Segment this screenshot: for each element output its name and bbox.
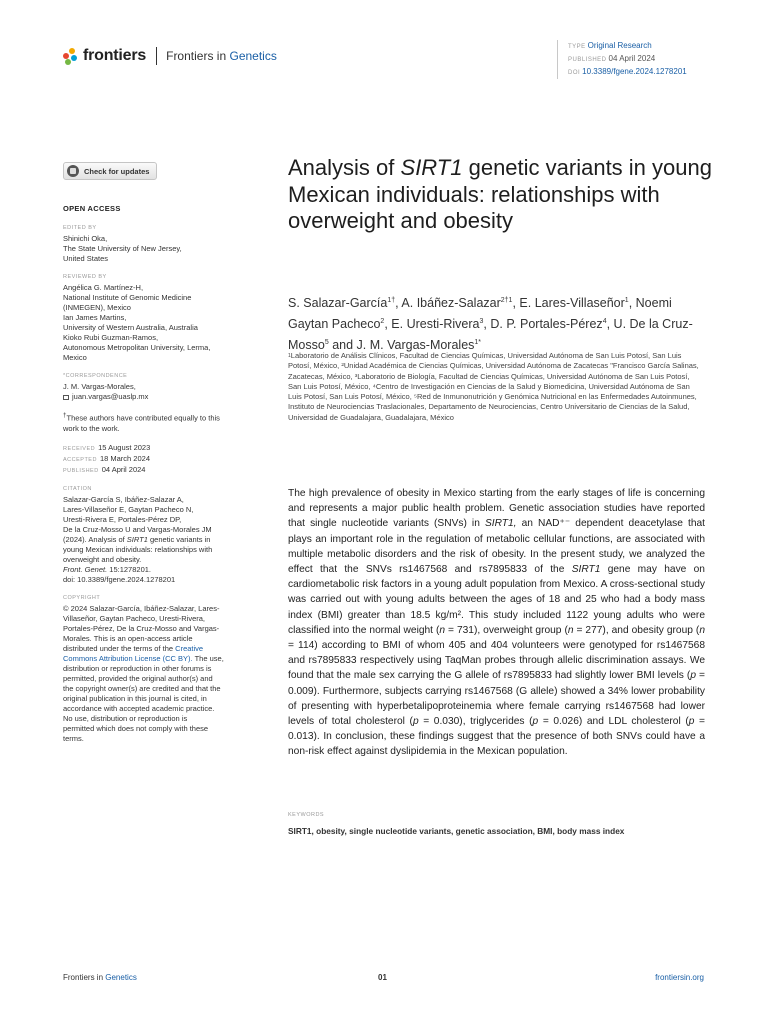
update-icon — [67, 165, 79, 177]
brand-name: frontiers — [83, 47, 147, 64]
article-doi: DOI 10.3389/fgene.2024.1278201 — [568, 67, 687, 76]
page-number: 01 — [378, 973, 387, 982]
keywords: SIRT1, obesity, single nucleotide variants, genetic association, BMI, body mass index — [288, 826, 625, 836]
citation: CITATION Salazar-García S, Ibáñez-Salazar A, Lares-Villaseñor E, Gaytan Pacheco N, Uresti-Rivera E, Portales-Pérez DP, De la Cruz-Mosso U and Vargas-Morales JM (2024). Analysis of SIRT1 genetic variants in young Mexican individuals: relationships with overweight and obesity. Front. Genet. 15:1278201. doi: 10.3389/fgene.2024.1278201 — [63, 485, 213, 584]
author-name[interactable]: E. Lares-Villaseñor — [519, 296, 625, 310]
frontiers-logo[interactable] — [63, 47, 277, 65]
author-name[interactable]: D. P. Portales-Pérez — [490, 317, 603, 331]
article-title: Analysis of SIRT1 genetic variants in young Mexican individuals: relationships with overweight and obesity — [288, 155, 712, 233]
correspondence: *CORRESPONDENCE J. M. Vargas-Morales, juan.vargas@uaslp.mx — [63, 373, 149, 401]
open-access-label: OPEN ACCESS — [63, 204, 121, 213]
sidebar — [63, 204, 263, 753]
check-for-updates-button[interactable]: Check for updates — [63, 162, 157, 180]
footer-journal[interactable]: Frontiers in Genetics — [63, 973, 137, 982]
author-list: S. Salazar-García$^{1\dagger}$, A. Ibáñez-Salazar$^{2\dagger 1}$, E. Lares-Villaseñor$^1$, Noemi Gaytan Pacheco$^2$, E. Uresti-Rivera$^3$, D. P. Portales-Pérez$^4$, U. De la Cruz-Mosso$^5$ and J. M. Vargas-Morales$^{1*}$ — [288, 296, 693, 352]
doi-link[interactable]: 10.3389/fgene.2024.1278201 — [582, 67, 687, 76]
edited-by: EDITED BY Shinichi Oka, The State University of New Jersey, United States — [63, 225, 182, 263]
journal-name[interactable]: Frontiers in Genetics — [166, 49, 277, 63]
author-name[interactable]: A. Ibáñez-Salazar — [401, 296, 501, 310]
article-type: TYPE Original Research — [568, 41, 652, 50]
article-dates: RECEIVED 15 August 2023 ACCEPTED 18 March 2024 PUBLISHED 04 April 2024 — [63, 442, 151, 474]
article-meta — [557, 40, 687, 79]
equal-contribution-note: †These authors have contributed equally to this work to the work. — [63, 412, 220, 433]
frontiers-logo-icon — [63, 48, 78, 65]
author-name[interactable]: U. De la Cruz-Mosso — [288, 317, 693, 352]
author-name[interactable]: Noemi Gaytan Pacheco — [288, 296, 672, 331]
author-name[interactable]: E. Uresti-Rivera — [391, 317, 480, 331]
reviewed-by: REVIEWED BY Angélica G. Martínez-H, National Institute of Genomic Medicine (INMEGEN), Mexico Ian James Martins, University of Western Australia, Australia Kioko Rubi Guzman-Ramos, Autonomous Metropolitan University, Lerma, Mexico — [63, 274, 211, 362]
correspondence-email[interactable]: juan.vargas@uaslp.mx — [72, 392, 149, 401]
article-published: PUBLISHED 04 April 2024 — [568, 54, 656, 63]
cc-license-link-cont[interactable]: Commons Attribution License (CC BY). — [63, 653, 193, 663]
cc-license-link[interactable]: Creative — [175, 643, 204, 653]
footer-site-link[interactable]: frontiersin.org — [655, 973, 704, 982]
email-icon — [63, 395, 69, 400]
abstract: The high prevalence of obesity in Mexico starting from the early stages of life is concerning and represents a major public health problem. Genetic association studies have reported that single nucleotide variants (SNVs) in SIRT1, an NAD⁺⁻ dependent deacetylase that plays an important role in the regulation of metabolic cellular functions, are associated with multiple metabolic disorders and the risk of obesity. In the present study, we analyzed the effect that the SNVs rs1467568 and rs7895833 of the SIRT1 gene may have on cardiometabolic risk factors in a young adult population from Mexico. A cross-sectional study was carried out with young adults between the ages of 18 and 25 who had a body mass index (BMI) greater than 18.5 kg/m². This study included 1122 young adults who were classified into the normal weight (n = 731), overweight group (n = 277), and obesity group (n = 114) according to BMI of whom 405 and 404 volunteers were genotyped for rs1467568 and rs7895833 respectively using TaqMan probes through allelic discrimination assays. We found that the male sex carrying the G allele of rs7895833 had slightly lower BMI levels (p = 0.009). Furthermore, subjects carrying rs1467568 (G allele) showed a 34% lower probability of presenting with hyperbetalipoproteinemia where female carrying rs1467568 had lower levels of total cholesterol (p = 0.030), triglycerides (p = 0.026) and LDL cholesterol (p = 0.013). In conclusion, these findings suggest that the presence of both SNVs could have a non-risk effect against dyslipidemia in the Mexican population. — [288, 488, 705, 758]
author-name[interactable]: S. Salazar-García — [288, 296, 388, 310]
keywords-label: KEYWORDS — [288, 812, 325, 818]
divider — [156, 47, 157, 65]
copyright: COPYRIGHT © 2024 Salazar-García, Ibáñez-Salazar, Lares- Villaseñor, Gaytan Pacheco, Uresti-Rivera, Portales-Pérez, De la Cruz-Mosso and Vargas- Morales. This is an open-access article distributed under the terms of the Creative Commons Attribution License (CC BY). The use, distribution or reproduction in other forums is permitted, provided the original author(s) and the copyright owner(s) are credited and that the original publication in this journal is cited, in accordance with accepted academic practice. No use, distribution or reproduction is permitted which does not comply with these terms. — [63, 594, 224, 743]
affiliations: $^1$Laboratorio de Análisis Clínicos, Facultad de Ciencias Químicas, Universidad Autónoma de San Luis Potosí, San Luis Potosí, México, ²Unidad Académica de Ciencias Químicas, Universidad Autónoma de Zacatecas "Francisco García Salinas, Zacatecas, México, ³Laboratorio de Biología, Facultad de Ciencias Químicas, Universidad Autónoma de San Luis Potosí, San Luis Potosí, México, ⁴Centro de Investigación en Ciencias de la Salud y Biomedicina, Universidad Autónoma de San Luis Potosí, San Luis Potosí, México, ⁵Red de Inmunonutrición y Genómica Nutricional en las Enfermedades Autoinmunes, Instituto de Neurociencias Traslacionales, Departamento de Neurociencias, Centro Universitario de Ciencias de la Salud, Universidad de Guadalajara, Guadalajara, México — [288, 351, 699, 422]
author-name[interactable]: J. M. Vargas-Morales — [356, 338, 475, 352]
